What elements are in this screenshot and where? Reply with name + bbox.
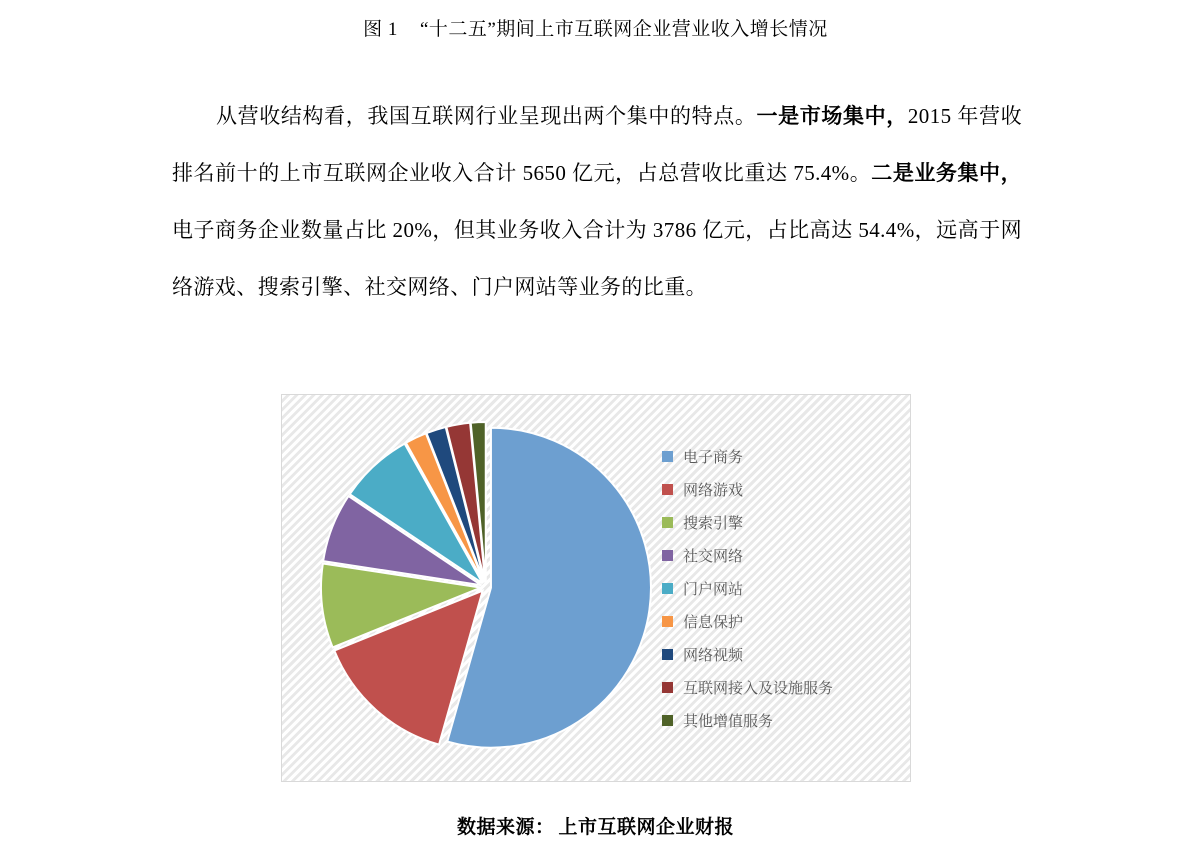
- legend-item[interactable]: [662, 440, 892, 473]
- legend-item[interactable]: [662, 572, 892, 605]
- pie-chart: [281, 394, 911, 782]
- paragraph-segment-2: 2015 年营收排名前十的上市互联网企业收入合计 5650 亿元，占总营收比重达 75.4%。: [172, 104, 1023, 185]
- legend-label: 搜索引擎: [683, 515, 744, 532]
- legend-color-swatch: [662, 550, 673, 561]
- legend-label: 其他增值服务: [683, 713, 774, 730]
- legend-item[interactable]: [662, 473, 892, 506]
- legend-color-swatch: [662, 616, 673, 627]
- legend-color-swatch: [662, 682, 673, 693]
- legend-item[interactable]: [662, 638, 892, 671]
- paragraph-bold-2: 二是业务集中，: [871, 161, 1022, 185]
- figure-caption-number: 图 1: [363, 19, 398, 40]
- legend-color-swatch: [662, 649, 673, 660]
- legend-color-swatch: [662, 715, 673, 726]
- legend-color-swatch: [662, 451, 673, 462]
- legend-label: 社交网络: [683, 548, 744, 565]
- data-source-line: [0, 812, 1191, 839]
- body-paragraph: [172, 88, 1022, 316]
- data-source-label: 数据来源：: [456, 817, 555, 838]
- legend-label: 网络游戏: [683, 482, 744, 499]
- legend-label: 门户网站: [683, 581, 744, 598]
- legend-label: 信息保护: [683, 614, 744, 631]
- paragraph-bold-1: 一是市场集中，: [756, 104, 908, 128]
- figure-caption-title: “十二五”期间上市互联网企业营业收入增长情况: [419, 19, 828, 40]
- chart-legend: [662, 440, 892, 737]
- legend-item[interactable]: [662, 506, 892, 539]
- data-source-value: 上市互联网企业财报: [558, 817, 735, 838]
- figure-caption: [0, 14, 1191, 41]
- paragraph-segment-1: 从营收结构看，我国互联网行业呈现出两个集中的特点。: [216, 104, 757, 128]
- legend-color-swatch: [662, 583, 673, 594]
- legend-item[interactable]: [662, 704, 892, 737]
- paragraph-segment-3: 电子商务企业数量占比 20%，但其业务收入合计为 3786 亿元，占比高达 54.4%，远高于网络游戏、搜索引擎、社交网络、门户网站等业务的比重。: [172, 218, 1022, 299]
- legend-item[interactable]: [662, 605, 892, 638]
- pie-svg: [310, 411, 662, 763]
- legend-label: 网络视频: [683, 647, 744, 664]
- pie-graphic: [310, 411, 662, 763]
- legend-item[interactable]: [662, 671, 892, 704]
- legend-item[interactable]: [662, 539, 892, 572]
- legend-label: 电子商务: [683, 449, 744, 466]
- legend-color-swatch: [662, 484, 673, 495]
- legend-label: 互联网接入及设施服务: [683, 680, 834, 697]
- legend-color-swatch: [662, 517, 673, 528]
